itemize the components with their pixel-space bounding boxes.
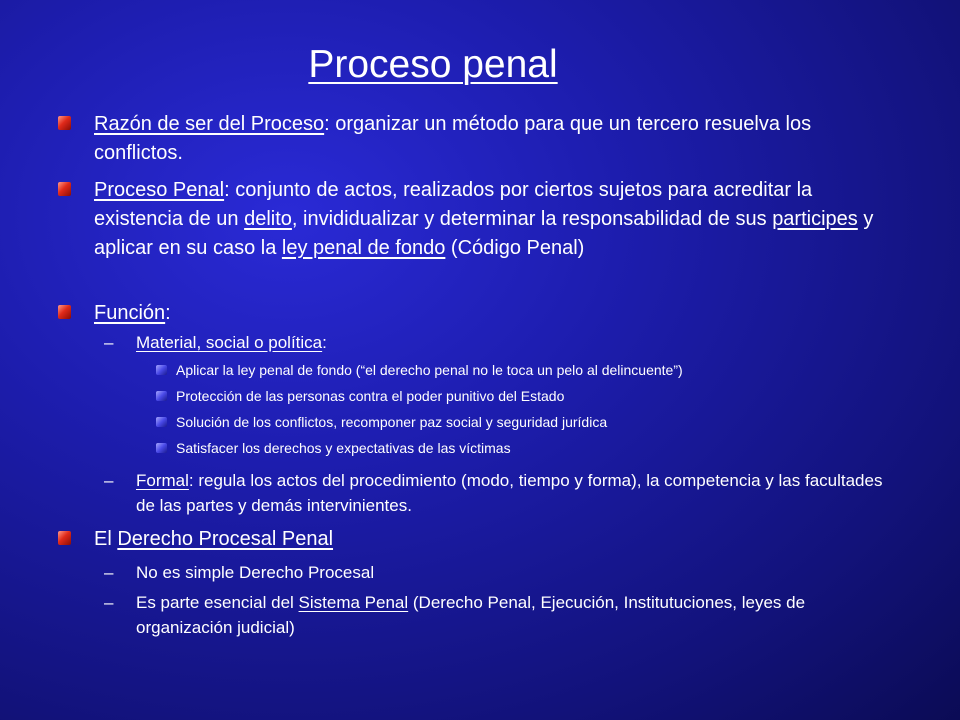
dash-marker: –: [104, 333, 114, 352]
term-proceso-penal: Proceso Penal: [94, 179, 225, 201]
red-bullet-icon: [58, 116, 71, 130]
term-formal: Formal: [136, 471, 189, 490]
formal-text: : regula los actos del procedimiento (modo, tiempo y forma), la competencia y las facultades de las partes y demás intervinientes.: [136, 471, 883, 515]
proceso-text-2: , invididualizar y determinar la responsabilidad de sus: [291, 208, 773, 230]
bullet-satisfacer: Satisfacer los derechos y expectativas de las víctimas: [176, 440, 511, 456]
link-ley-penal-de-fondo[interactable]: ley penal de fondo: [281, 237, 446, 259]
item-razon-de-ser: [94, 110, 904, 168]
term-material: Material, social o política: [136, 333, 323, 352]
bullet-solucion: Solución de los conflictos, recomponer paz social y seguridad jurídica: [176, 414, 608, 430]
item-razon-text: : organizar un método para que un tercero resuelva los conflictos.: [94, 113, 812, 164]
proceso-text-4: (Código Penal): [445, 237, 585, 259]
blue-bullet-icon: [156, 391, 167, 401]
term-funcion: Función: [94, 302, 166, 324]
red-bullet-icon: [58, 182, 71, 196]
parte-rest: (Derecho Penal, Ejecución, Institutuciones, leyes de organización judicial): [136, 593, 806, 637]
blue-bullet-icon: [156, 365, 167, 375]
red-bullet-icon: [58, 531, 71, 545]
item-proceso-penal: [94, 176, 904, 263]
blue-bullet-icon: [156, 443, 167, 453]
dash-marker: –: [104, 471, 114, 490]
term-razon-de-ser: Razón de ser del Proceso: [94, 113, 325, 135]
dash-marker: –: [104, 563, 114, 582]
derecho-pre: El: [94, 528, 118, 550]
sub-parte-esencial: [136, 590, 906, 640]
proceso-text-1: : conjunto de actos, realizados por ciertos sujetos para acreditar la existencia de un: [94, 179, 813, 230]
item-funcion: [94, 299, 904, 328]
bullet-proteccion: Protección de las personas contra el poder punitivo del Estado: [176, 388, 565, 404]
sub-formal: [136, 468, 906, 518]
red-bullet-icon: [58, 305, 71, 319]
blue-bullet-icon: [156, 417, 167, 427]
item-derecho-procesal: [94, 525, 904, 554]
dash-marker: –: [104, 593, 114, 612]
term-sistema-penal: Sistema Penal: [298, 593, 409, 612]
sub-no-es-simple: No es simple Derecho Procesal: [136, 563, 375, 582]
funcion-colon: :: [165, 302, 171, 324]
parte-pre: Es parte esencial del: [136, 593, 299, 612]
slide-title: Proceso penal: [308, 43, 558, 86]
sub-material: [136, 330, 906, 355]
link-delito[interactable]: delito: [244, 208, 292, 230]
bullet-aplicar: Aplicar la ley penal de fondo (“el derecho penal no le toca un pelo al delincuente”): [176, 362, 683, 378]
proceso-text-3: y aplicar en su caso la: [94, 208, 874, 259]
link-participes[interactable]: participes: [772, 208, 858, 230]
term-derecho-procesal-penal: Derecho Procesal Penal: [117, 528, 334, 550]
material-colon: :: [322, 333, 327, 352]
